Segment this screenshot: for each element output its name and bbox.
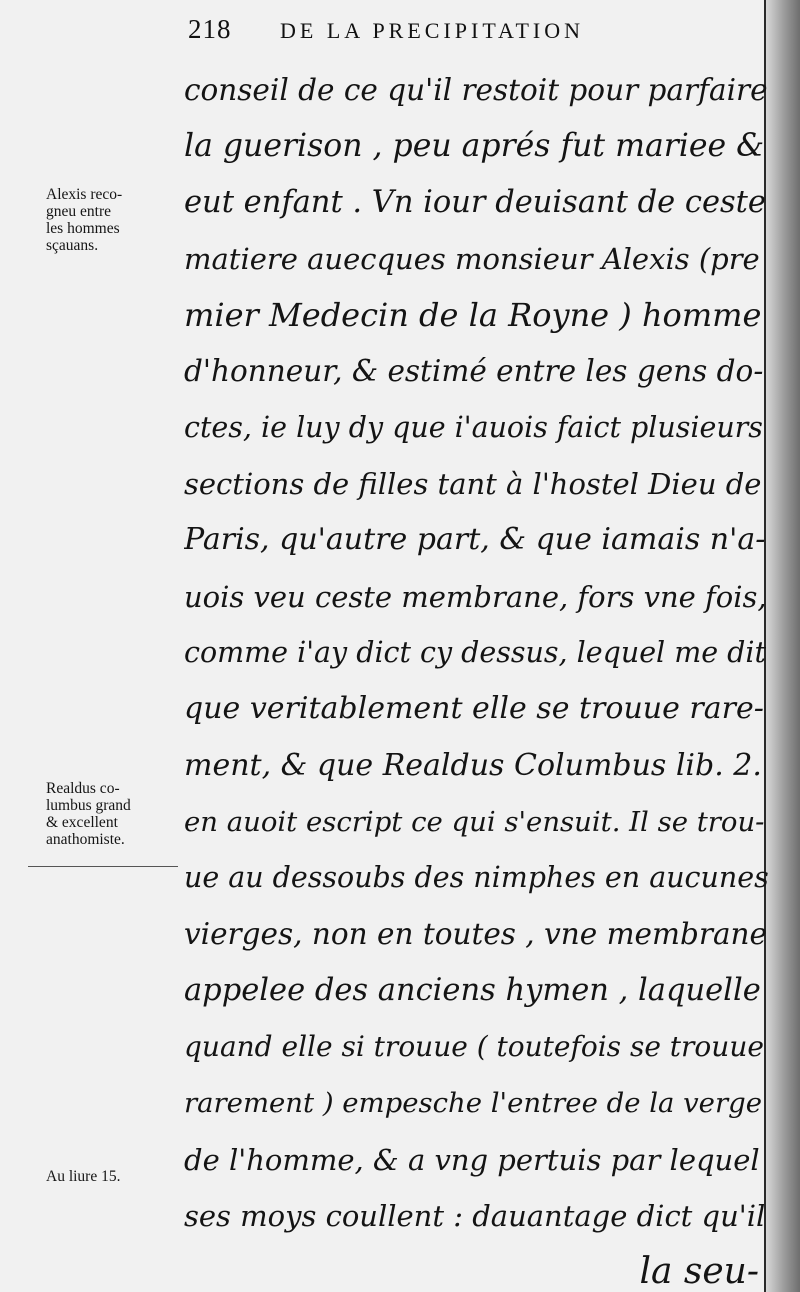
text-line: rarement ) empesche l'entree de la verge bbox=[184, 1087, 762, 1120]
text-line: d'honneur, & estimé entre les gens do- bbox=[184, 354, 764, 389]
text-line: ctes, ie luy dy que i'auois faict plusieurs bbox=[184, 410, 763, 444]
margin-note-realdus bbox=[46, 780, 186, 848]
running-title: DE LA PRECIPITATION bbox=[280, 18, 585, 43]
catchword: la seu- bbox=[639, 1251, 759, 1292]
margin-note-line: lumbus grand bbox=[46, 797, 131, 814]
margin-note-alexis bbox=[46, 186, 186, 254]
text-line: uois veu ceste membrane, fors vne fois, bbox=[184, 579, 767, 614]
text-line: en auoit escript ce qui s'ensuit. Il se trou- bbox=[184, 805, 765, 838]
text-line: sections de filles tant à l'hostel Dieu de bbox=[184, 467, 762, 502]
margin-note-line: sçauans. bbox=[46, 237, 99, 254]
text-line: appelee des anciens hymen , laquelle bbox=[184, 972, 761, 1008]
text-line: matiere auecques monsieur Alexis (pre bbox=[184, 241, 760, 276]
page-number: 218 bbox=[188, 14, 232, 44]
text-line: ue au dessoubs des nimphes en aucunes bbox=[184, 861, 769, 895]
text-line: quand elle si trouue ( toutefois se trouue bbox=[184, 1030, 764, 1064]
text-line: de l'homme, & a vng pertuis par lequel bbox=[184, 1142, 760, 1177]
margin-note-rule bbox=[28, 866, 178, 867]
margin-note-line: anathomiste. bbox=[46, 831, 125, 848]
margin-note-line: Alexis reco- bbox=[46, 186, 123, 203]
margin-note-line: Realdus co- bbox=[46, 780, 120, 797]
margin-note-line: Au liure 15. bbox=[46, 1168, 121, 1185]
margin-note-line: gneu entre bbox=[46, 203, 111, 220]
text-line: que veritablement elle se trouue rare- bbox=[184, 691, 764, 727]
margin-note-liure bbox=[46, 1168, 186, 1185]
text-line: ses moys coullent : dauantage dict qu'il bbox=[184, 1198, 766, 1233]
page-edge-shadow bbox=[766, 0, 800, 1292]
text-line: eut enfant . Vn iour deuisant de ceste bbox=[184, 184, 766, 220]
margin-note-line: & excellent bbox=[46, 814, 118, 831]
main-text-block bbox=[184, 62, 769, 1292]
text-line: conseil de ce qu'il restoit pour parfaire bbox=[184, 73, 768, 107]
text-line: comme i'ay dict cy dessus, lequel me dit bbox=[184, 635, 766, 669]
text-line: mier Medecin de la Royne ) homme bbox=[184, 296, 762, 335]
text-line: ment, & que Realdus Columbus lib. 2. bbox=[184, 747, 762, 783]
page-header bbox=[188, 14, 748, 54]
text-line: vierges, non en toutes , vne membrane bbox=[184, 917, 767, 952]
text-line: la guerison , peu aprés fut mariee & bbox=[184, 128, 765, 165]
text-line: Paris, qu'autre part, & que iamais n'a- bbox=[184, 522, 766, 558]
margin-note-line: les hommes bbox=[46, 220, 120, 237]
